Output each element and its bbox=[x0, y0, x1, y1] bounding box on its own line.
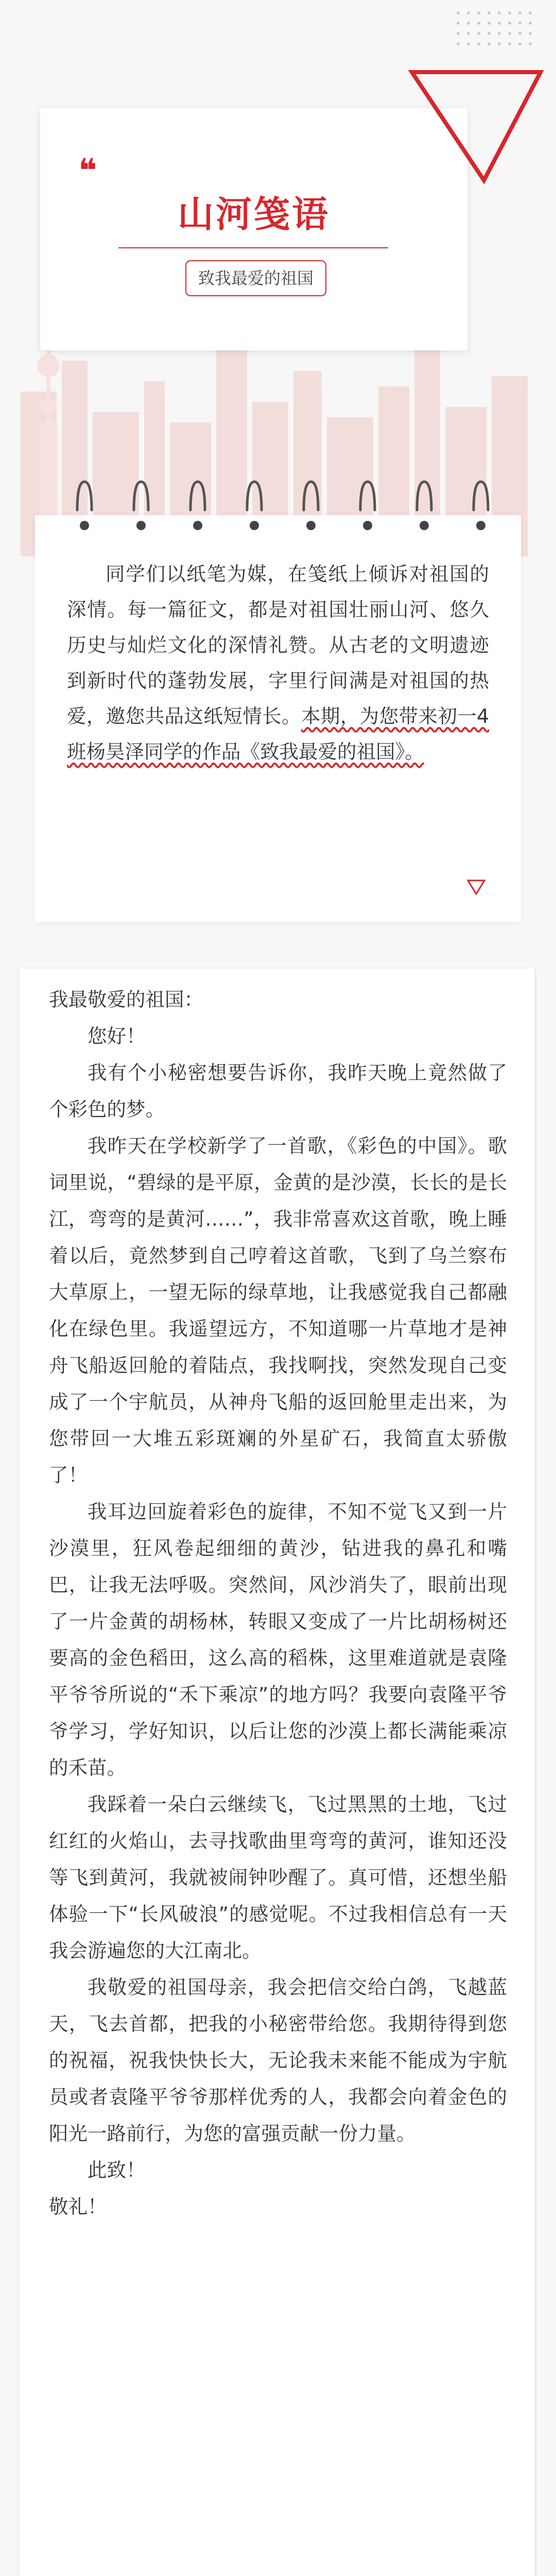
right-border-line bbox=[534, 969, 536, 2576]
quote-icon: ❛❛ bbox=[78, 152, 93, 190]
letter-paragraph: 我有个小秘密想要告诉你，我昨天晚上竟然做了个彩色的梦。 bbox=[49, 1061, 507, 1121]
letter-paragraph: 我昨天在学校新学了一首歌，《彩色的中国》。歌词里说，“碧绿的是平原，金黄的是沙漠，长长的是长江，弯弯的是黄河……”，我非常喜欢这首歌，晚上睡着以后，竟然梦到自己哼着这首歌，飞到了乌兰察布大草原上，一望无际的绿草地，让我感觉我自己都融化在绿色里。我遥望远方，不知道哪一片草地才是神舟飞船返回舱的着陆点，我找啊找，突然发现自己变成了一个宇航员，从神舟飞船的返回舱里走出来，为您带回一大堆五彩斑斓的外星矿石，我简直太骄傲了！ bbox=[49, 1134, 507, 1486]
subtitle-badge: 致我最爱的祖国 bbox=[185, 260, 326, 296]
letter-paragraph: 我踩着一朵白云继续飞，飞过黑黑的土地，飞过红红的火焰山，去寻找歌曲里弯弯的黄河，谁知还没等飞到黄河，我就被闹钟吵醒了。真可惜，还想坐船体验一下“长风破浪”的感觉呢。不过我相信总有一天我会游遍您的大江南北。 bbox=[49, 1793, 507, 1962]
small-triangle-icon bbox=[466, 878, 486, 896]
intro-text: 同学们以纸笔为媒，在笺纸上倾诉对祖国的深情。每一篇征文，都是对祖国壮丽山河、悠久历史与灿烂文化的深情礼赞。从古老的文明遗迹到新时代的蓬勃发展，字里行间满是对祖国的热爱，邀您共品这纸短情长。 bbox=[67, 563, 489, 727]
letter-body bbox=[49, 981, 507, 2225]
letter-closing: 此致！ bbox=[88, 2159, 146, 2181]
page-title: 山河笺语 bbox=[178, 193, 330, 235]
intro-highlight: 本期，为您带来初一4班杨昊泽同学的作品《致我最爱的祖国》。 bbox=[67, 705, 489, 763]
letter-paragraph: 我耳边回旋着彩色的旋律，不知不觉飞又到一片沙漠里，狂风卷起细细的黄沙，钻进我的鼻孔和嘴巴，让我无法呼吸。突然间，风沙消失了，眼前出现了一片金黄的胡杨林，转眼又变成了一片比胡杨树还要高的金色稻田，这么高的稻株，这里难道就是袁隆平爷爷所说的“禾下乘凉”的地方吗？我要向袁隆平爷爷学习，学好知识，以后让您的沙漠上都长满能乘凉的禾苗。 bbox=[49, 1500, 507, 1779]
red-triangle-decoration bbox=[402, 57, 556, 191]
dot-grid-decoration bbox=[453, 8, 546, 49]
title-divider bbox=[118, 247, 388, 248]
letter-hello: 您好！ bbox=[88, 1025, 146, 1047]
letter-salute: 敬礼！ bbox=[49, 2195, 107, 2218]
intro-paragraph bbox=[67, 556, 489, 770]
spiral-binding-rings bbox=[0, 474, 556, 546]
letter-paragraph: 我敬爱的祖国母亲，我会把信交给白鸽，飞越蓝天，飞去首都，把我的小秘密带给您。我期待得到您的祝福，祝我快快长大，无论我未来能不能成为宇航员或者袁隆平爷爷那样优秀的人，我都会向着金色的阳光一路前行，为您的富强贡献一份力量。 bbox=[49, 1976, 507, 2145]
letter-greeting: 我最敬爱的祖国： bbox=[49, 988, 203, 1011]
